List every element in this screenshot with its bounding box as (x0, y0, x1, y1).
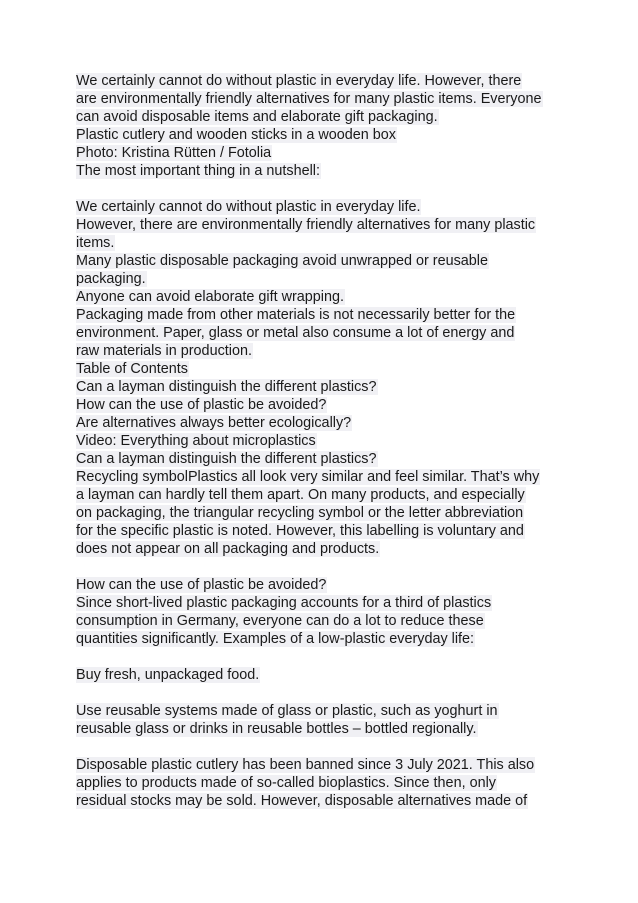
text-line-content: We certainly cannot do without plastic in everyday life. (76, 199, 421, 215)
text-line-content: Plastic cutlery and wooden sticks in a wooden box (76, 127, 396, 143)
text-line (76, 612, 576, 630)
blank-line (76, 648, 576, 666)
text-line (76, 198, 576, 216)
text-line (76, 666, 576, 684)
text-line (76, 72, 576, 90)
document-body (76, 72, 576, 810)
text-line (76, 720, 576, 738)
text-line-content: Since short-lived plastic packaging accounts for a third of plastics (76, 595, 492, 611)
text-line (76, 234, 576, 252)
text-line-content: Anyone can avoid elaborate gift wrapping. (76, 289, 345, 305)
text-line-content: Video: Everything about microplastics (76, 433, 316, 449)
text-line-content: Can a layman distinguish the different plastics? (76, 379, 377, 395)
text-line (76, 630, 576, 648)
text-line (76, 774, 576, 792)
blank-line (76, 558, 576, 576)
text-line-content: environment. Paper, glass or metal also consume a lot of energy and (76, 325, 515, 341)
text-line (76, 414, 576, 432)
text-line (76, 540, 576, 558)
text-line (76, 522, 576, 540)
text-line-content: Are alternatives always better ecologically? (76, 415, 352, 431)
text-line (76, 216, 576, 234)
text-line-content: How can the use of plastic be avoided? (76, 397, 327, 413)
blank-line (76, 738, 576, 756)
blank-line (76, 684, 576, 702)
text-line (76, 378, 576, 396)
text-line-content: How can the use of plastic be avoided? (76, 577, 327, 593)
text-line-content: Recycling symbolPlastics all look very similar and feel similar. That’s why (76, 469, 540, 485)
text-line (76, 504, 576, 522)
text-line (76, 324, 576, 342)
text-line-content: items. (76, 235, 115, 251)
text-line (76, 252, 576, 270)
text-line-content: residual stocks may be sold. However, disposable alternatives made of (76, 793, 528, 809)
text-line-content: for the specific plastic is noted. However, this labelling is voluntary and (76, 523, 524, 539)
text-line (76, 360, 576, 378)
text-line (76, 270, 576, 288)
text-line-content: Many plastic disposable packaging avoid unwrapped or reusable (76, 253, 488, 269)
text-line (76, 468, 576, 486)
text-line (76, 432, 576, 450)
text-line-content: reusable glass or drinks in reusable bottles – bottled regionally. (76, 721, 477, 737)
text-line-content: The most important thing in a nutshell: (76, 163, 320, 179)
text-line (76, 342, 576, 360)
text-line (76, 756, 576, 774)
text-line-content: Disposable plastic cutlery has been banned since 3 July 2021. This also (76, 757, 535, 773)
text-line (76, 90, 576, 108)
text-line-content: a layman can hardly tell them apart. On many products, and especially (76, 487, 525, 503)
text-line-content: Buy fresh, unpackaged food. (76, 667, 260, 683)
text-line-content: Can a layman distinguish the different plastics? (76, 451, 377, 467)
text-line (76, 162, 576, 180)
text-line-content: Use reusable systems made of glass or plastic, such as yoghurt in (76, 703, 498, 719)
text-line-content: However, there are environmentally friendly alternatives for many plastic (76, 217, 536, 233)
text-line-content: does not appear on all packaging and products. (76, 541, 380, 557)
text-line (76, 594, 576, 612)
text-line-content: Table of Contents (76, 361, 188, 377)
text-line-content: raw materials in production. (76, 343, 252, 359)
text-line (76, 486, 576, 504)
text-line-content: quantities significantly. Examples of a low-plastic everyday life: (76, 631, 475, 647)
text-line-content: Photo: Kristina Rütten / Fotolia (76, 145, 272, 161)
text-line-content: on packaging, the triangular recycling symbol or the letter abbreviation (76, 505, 524, 521)
text-line-content: consumption in Germany, everyone can do a lot to reduce these (76, 613, 484, 629)
text-line (76, 702, 576, 720)
text-line (76, 108, 576, 126)
text-line (76, 144, 576, 162)
text-line-content: are environmentally friendly alternatives for many plastic items. Everyone (76, 91, 542, 107)
text-line-content: can avoid disposable items and elaborate gift packaging. (76, 109, 438, 125)
text-line-content: We certainly cannot do without plastic in everyday life. However, there (76, 73, 522, 89)
text-line-content: Packaging made from other materials is not necessarily better for the (76, 307, 516, 323)
text-line (76, 576, 576, 594)
text-line (76, 306, 576, 324)
text-line (76, 450, 576, 468)
text-line (76, 792, 576, 810)
text-line-content: packaging. (76, 271, 146, 287)
text-line (76, 126, 576, 144)
text-line (76, 288, 576, 306)
blank-line (76, 180, 576, 198)
text-line (76, 396, 576, 414)
text-line-content: applies to products made of so-called bioplastics. Since then, only (76, 775, 496, 791)
